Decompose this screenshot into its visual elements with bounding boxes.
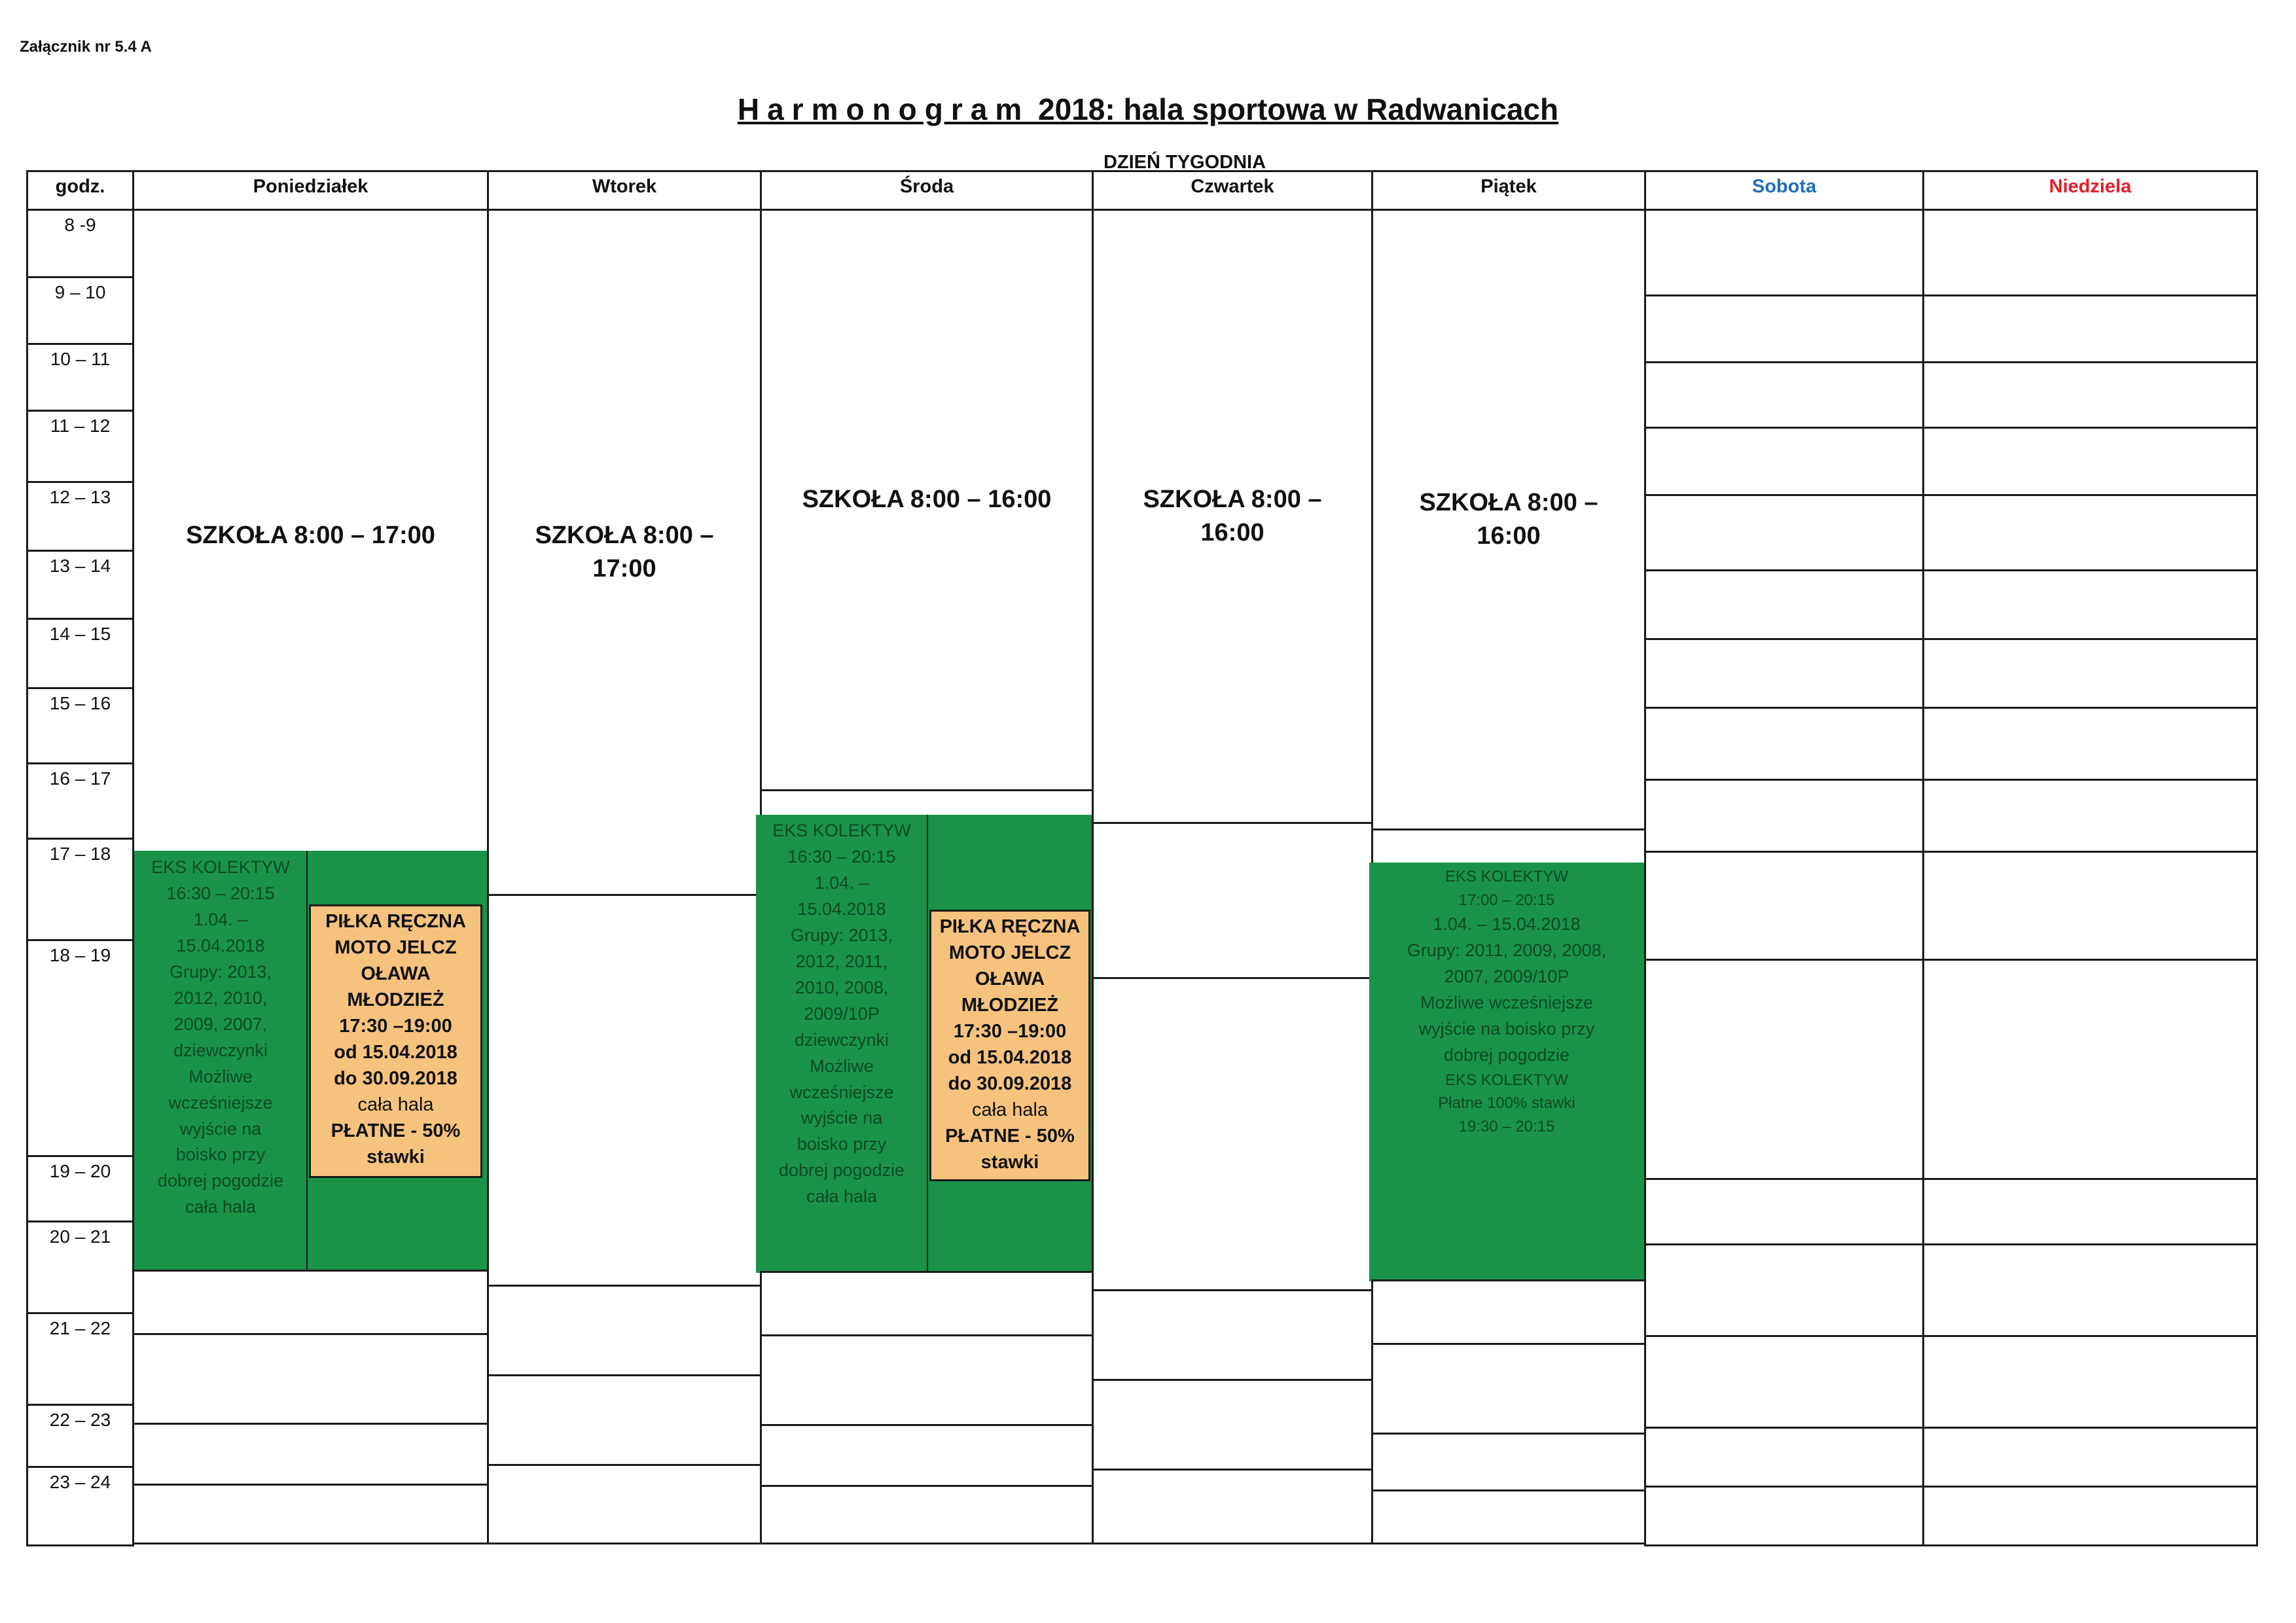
orange-line: PIŁKA RĘCZNA bbox=[939, 916, 1081, 937]
thu-school-l2: 16:00 bbox=[1200, 519, 1265, 546]
sunday-cell bbox=[1922, 1427, 2258, 1488]
wed-green-text bbox=[758, 818, 925, 1210]
saturday-cell bbox=[1644, 294, 1924, 363]
school-block-tuesday bbox=[487, 209, 762, 896]
saturday-cell bbox=[1644, 494, 1924, 571]
sunday-cell bbox=[1922, 1335, 2258, 1429]
orange-line: 17:30 –19:00 bbox=[953, 1021, 1067, 1043]
fri-green-text bbox=[1369, 865, 1644, 1138]
wednesday-cell bbox=[760, 1271, 1094, 1336]
fri-green-line: dobrej pogodzie bbox=[1443, 1044, 1570, 1065]
friday-cell bbox=[1371, 1279, 1646, 1345]
sunday-cell bbox=[1922, 494, 2258, 571]
orange-line: PŁATNE - 50% bbox=[331, 1120, 461, 1142]
wed-green-line: 16:30 – 20:15 bbox=[787, 846, 896, 866]
orange-line: OŁAWA bbox=[361, 963, 431, 985]
wed-green-line: 2009/10P bbox=[804, 1003, 880, 1024]
wednesday-cell bbox=[760, 1424, 1094, 1487]
tuesday-cell bbox=[487, 894, 762, 1287]
orange-line: MOTO JELCZ bbox=[948, 942, 1071, 964]
hour-label: 18 – 19 bbox=[26, 939, 134, 1157]
sunday-cell bbox=[1922, 569, 2258, 640]
school-block-monday: SZKOŁA 8:00 – 17:00 bbox=[132, 209, 489, 863]
orange-line: stawki bbox=[367, 1147, 425, 1168]
page-title bbox=[0, 92, 2296, 127]
hour-label: 12 – 13 bbox=[26, 481, 134, 552]
mon-green-line: wcześniejsze bbox=[168, 1092, 273, 1113]
hour-label: 17 – 18 bbox=[26, 838, 134, 941]
monday-cell bbox=[132, 1270, 489, 1335]
orange-line: MŁODZIEŻ bbox=[347, 990, 444, 1011]
monday-divider bbox=[306, 851, 308, 1270]
saturday-cell bbox=[1644, 638, 1924, 709]
hour-label: 11 – 12 bbox=[26, 410, 134, 483]
wed-green-line: boisko przy bbox=[797, 1134, 887, 1154]
mon-green-text bbox=[136, 855, 305, 1221]
title-rest: 2018: hala sportowa w Radwanicach bbox=[1030, 92, 1559, 126]
day-header-sunday: Niedziela bbox=[1922, 170, 2258, 211]
saturday-cell bbox=[1644, 1335, 1924, 1429]
wed-orange-text bbox=[929, 914, 1090, 1175]
wednesday-cell bbox=[760, 1485, 1094, 1544]
fri-green-line: 17:00 – 20:15 bbox=[1458, 891, 1555, 909]
saturday-cell bbox=[1644, 851, 1924, 961]
school-block-wednesday: SZKOŁA 8:00 – 16:00 bbox=[760, 209, 1094, 791]
mon-green-line: Możliwe bbox=[188, 1066, 253, 1086]
wed-green-line: 15.04.2018 bbox=[797, 899, 886, 919]
saturday-cell bbox=[1644, 1178, 1924, 1245]
wed-green-line: Możliwe bbox=[810, 1056, 874, 1076]
tuesday-cell bbox=[487, 1285, 762, 1376]
monday-cell bbox=[132, 1423, 489, 1486]
tue-school-l1: SZKOŁA 8:00 – bbox=[535, 521, 714, 549]
mon-green-line: wyjście na bbox=[179, 1118, 262, 1139]
mon-green-line: 2009, 2007, bbox=[173, 1014, 268, 1034]
wed-green-line: 1.04. – bbox=[814, 872, 869, 893]
schedule-grid bbox=[26, 170, 2258, 1544]
wednesday-cell bbox=[760, 1334, 1094, 1426]
sunday-cell bbox=[1922, 779, 2258, 853]
fri-green-line: 2007, 2009/10P bbox=[1444, 966, 1570, 986]
saturday-cell bbox=[1644, 1427, 1924, 1488]
tuesday-cell bbox=[487, 1374, 762, 1466]
sunday-cell bbox=[1922, 427, 2258, 496]
sunday-cell bbox=[1922, 638, 2258, 709]
friday-cell bbox=[1371, 1343, 1646, 1435]
thursday-cell bbox=[1092, 1379, 1373, 1471]
sunday-cell bbox=[1922, 1243, 2258, 1337]
title-word: Harmonogram bbox=[737, 92, 1030, 126]
wed-green-line: 2010, 2008, bbox=[795, 977, 889, 997]
hour-label: 19 – 20 bbox=[26, 1155, 134, 1222]
hour-label: 9 – 10 bbox=[26, 276, 134, 345]
tuesday-cell bbox=[487, 1464, 762, 1544]
saturday-cell bbox=[1644, 209, 1924, 296]
mon-green-line: 15.04.2018 bbox=[176, 935, 265, 955]
tue-school-l2: 17:00 bbox=[592, 555, 656, 582]
mon-green-line: 16:30 – 20:15 bbox=[166, 883, 275, 903]
week-label: DZIEŃ TYGODNIA bbox=[1103, 152, 1266, 173]
fri-green-line: Grupy: 2011, 2009, 2008, bbox=[1407, 940, 1607, 960]
hour-label: 10 – 11 bbox=[26, 343, 134, 412]
mon-orange-text bbox=[309, 908, 482, 1170]
friday-cell bbox=[1371, 1433, 1646, 1491]
friday-cell bbox=[1371, 1489, 1646, 1544]
hour-label: 20 – 21 bbox=[26, 1221, 134, 1314]
hour-label: 15 – 16 bbox=[26, 687, 134, 764]
wed-green-line: 2012, 2011, bbox=[795, 951, 888, 971]
school-block-friday bbox=[1371, 209, 1646, 830]
wed-green-line: cała hala bbox=[806, 1186, 878, 1207]
mon-green-line: dziewczynki bbox=[173, 1040, 268, 1060]
mon-green-line: EKS KOLEKTYW bbox=[151, 857, 290, 877]
hour-label: 8 -9 bbox=[26, 209, 134, 278]
orange-line: MŁODZIEŻ bbox=[961, 995, 1059, 1016]
orange-line: PŁATNE - 50% bbox=[945, 1126, 1075, 1147]
fri-green-line: 1.04. – 15.04.2018 bbox=[1433, 914, 1581, 935]
mon-green-line: cała hala bbox=[185, 1197, 257, 1217]
mon-green-line: boisko przy bbox=[175, 1145, 266, 1165]
sunday-cell bbox=[1922, 707, 2258, 781]
day-header-monday: Poniedziałek bbox=[132, 170, 489, 211]
wednesday-divider bbox=[927, 815, 928, 1273]
monday-cell bbox=[132, 1333, 489, 1425]
fri-green-line: Możliwe wcześniejsze bbox=[1420, 992, 1594, 1012]
wed-green-line: dziewczynki bbox=[794, 1029, 889, 1050]
saturday-cell bbox=[1644, 779, 1924, 853]
saturday-cell bbox=[1644, 959, 1924, 1180]
day-header-tuesday: Wtorek bbox=[487, 170, 762, 211]
thursday-cell bbox=[1092, 977, 1373, 1291]
hour-label: 21 – 22 bbox=[26, 1312, 134, 1406]
orange-line: OŁAWA bbox=[975, 969, 1045, 990]
orange-line: 17:30 –19:00 bbox=[339, 1016, 452, 1037]
saturday-cell bbox=[1644, 427, 1924, 496]
day-header-saturday: Sobota bbox=[1644, 170, 1924, 211]
hour-label: 23 – 24 bbox=[26, 1466, 134, 1546]
sunday-cell bbox=[1922, 851, 2258, 961]
saturday-cell bbox=[1644, 361, 1924, 429]
school-block-thursday bbox=[1092, 209, 1373, 824]
thursday-cell bbox=[1092, 1469, 1373, 1544]
saturday-cell bbox=[1644, 707, 1924, 781]
sunday-cell bbox=[1922, 1486, 2258, 1546]
monday-cell bbox=[132, 1484, 489, 1544]
hour-label: 14 – 15 bbox=[26, 618, 134, 689]
sunday-cell bbox=[1922, 1178, 2258, 1245]
saturday-cell bbox=[1644, 1243, 1924, 1337]
saturday-cell bbox=[1644, 569, 1924, 640]
orange-line: MOTO JELCZ bbox=[334, 937, 457, 959]
friday-cell bbox=[1371, 829, 1646, 868]
orange-line: do 30.09.2018 bbox=[334, 1068, 457, 1090]
orange-line: cała hala bbox=[971, 1099, 1049, 1121]
mon-green-line: dobrej pogodzie bbox=[157, 1171, 284, 1191]
attachment-label: Załącznik nr 5.4 A bbox=[20, 38, 152, 56]
fri-green-line: EKS KOLEKTYW bbox=[1444, 868, 1569, 885]
fri-green-line: 19:30 – 20:15 bbox=[1458, 1117, 1555, 1135]
fri-green-line: Płatne 100% stawki bbox=[1438, 1094, 1575, 1113]
orange-line: do 30.09.2018 bbox=[948, 1073, 1072, 1095]
day-header-friday: Piątek bbox=[1371, 170, 1646, 211]
thursday-cell bbox=[1092, 1289, 1373, 1381]
hour-label: 22 – 23 bbox=[26, 1404, 134, 1468]
wed-green-line: wcześniejsze bbox=[789, 1082, 894, 1102]
hour-label: 13 – 14 bbox=[26, 550, 134, 620]
orange-line: PIŁKA RĘCZNA bbox=[325, 911, 466, 932]
fri-green-line: wyjście na boisko przy bbox=[1418, 1018, 1595, 1039]
thursday-cell bbox=[1092, 822, 1373, 979]
hour-label: 16 – 17 bbox=[26, 762, 134, 840]
sunday-cell bbox=[1922, 959, 2258, 1180]
orange-line: stawki bbox=[980, 1152, 1039, 1173]
fri-green-line: EKS KOLEKTYW bbox=[1444, 1071, 1569, 1089]
wed-green-line: Grupy: 2013, bbox=[790, 925, 893, 945]
mon-green-line: 1.04. – bbox=[193, 909, 248, 929]
wed-green-line: dobrej pogodzie bbox=[778, 1160, 905, 1181]
sunday-cell bbox=[1922, 361, 2258, 429]
wed-green-line: wyjście na bbox=[800, 1108, 883, 1128]
orange-line: od 15.04.2018 bbox=[948, 1047, 1072, 1069]
orange-line: od 15.04.2018 bbox=[334, 1042, 457, 1063]
fri-school-l2: 16:00 bbox=[1477, 522, 1541, 550]
day-header-thursday: Czwartek bbox=[1092, 170, 1373, 211]
fri-school-l1: SZKOŁA 8:00 – bbox=[1419, 488, 1598, 516]
day-header-wednesday: Środa bbox=[760, 170, 1094, 211]
saturday-cell bbox=[1644, 1486, 1924, 1546]
sunday-cell bbox=[1922, 294, 2258, 363]
thu-school-l1: SZKOŁA 8:00 – bbox=[1143, 485, 1322, 513]
hour-header: godz. bbox=[26, 170, 134, 211]
wed-green-line: EKS KOLEKTYW bbox=[772, 821, 911, 840]
sunday-cell bbox=[1922, 209, 2258, 296]
orange-line: cała hala bbox=[357, 1094, 434, 1116]
mon-green-line: 2012, 2010, bbox=[173, 988, 268, 1008]
mon-green-line: Grupy: 2013, bbox=[169, 961, 272, 982]
